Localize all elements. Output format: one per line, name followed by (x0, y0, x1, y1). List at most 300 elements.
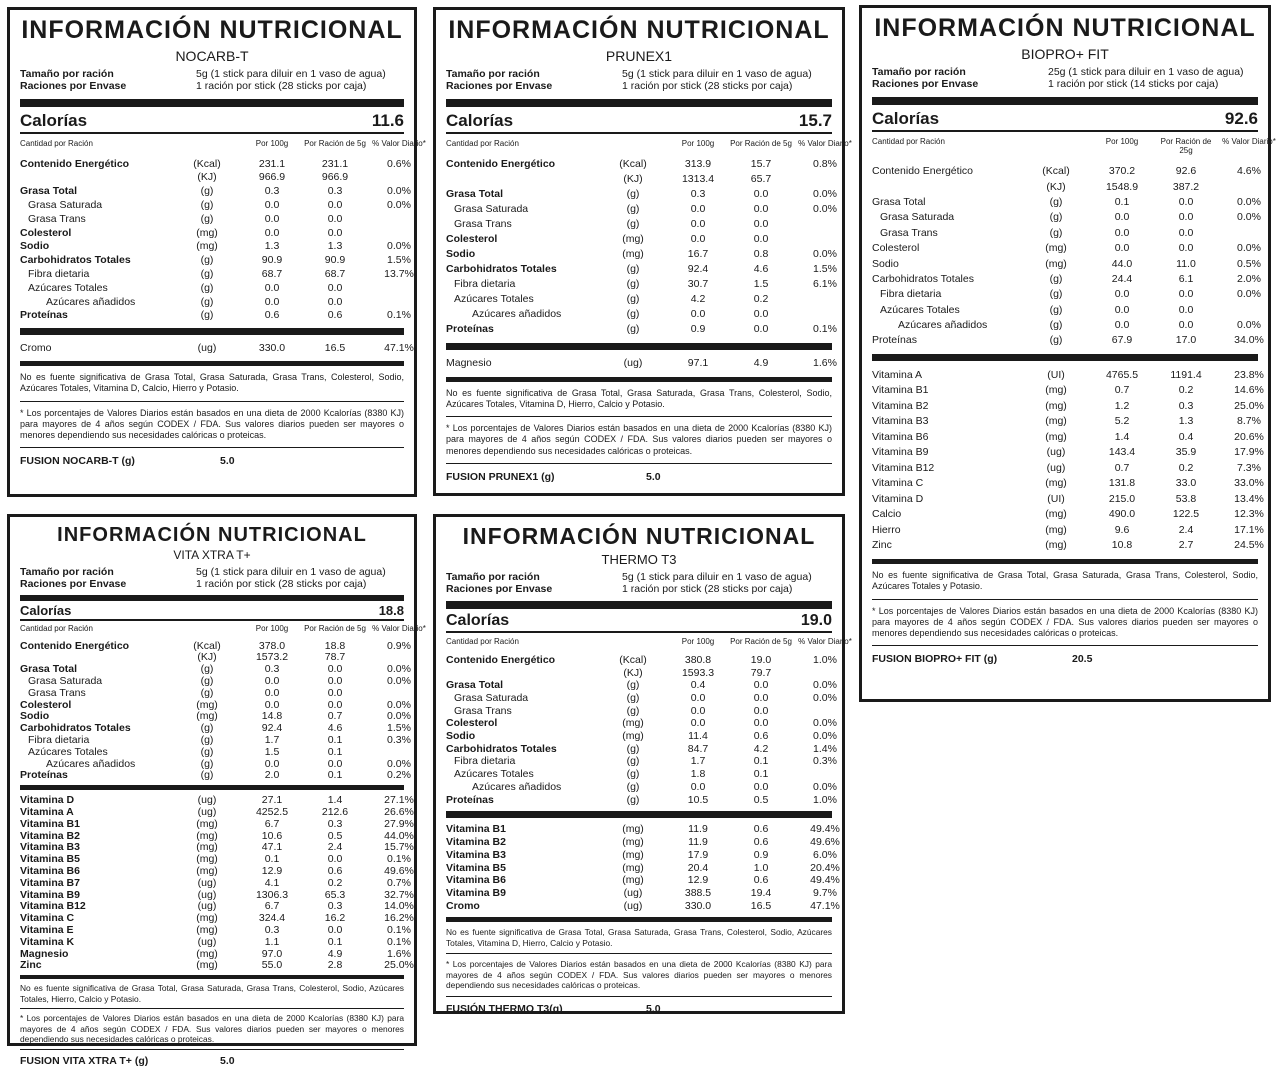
daily-value-percent: 33.0% (1234, 477, 1264, 490)
nutrient-unit: (g) (626, 323, 640, 336)
value-per-serving: 4.9 (327, 947, 343, 960)
daily-value-percent: 0.0% (813, 692, 837, 705)
value-per-100g: 10.6 (261, 829, 283, 842)
nutrient-name: Vitamina B3 (446, 848, 506, 861)
divider (20, 975, 404, 979)
nutrient-name: Fibra dietaria (880, 288, 942, 301)
value-per-100g: 0.0 (1114, 303, 1130, 316)
value-per-serving: 0.0 (1178, 242, 1194, 255)
value-per-serving: 0.0 (1178, 211, 1194, 224)
divider-thick (446, 601, 832, 609)
serving-value: 1 ración por stick (28 sticks por caja) (196, 80, 367, 93)
divider (446, 996, 832, 997)
nutrient-unit: (mg) (622, 874, 644, 887)
nutrient-name: Sodio (446, 730, 476, 743)
header-daily-value: % Valor Diario* (1222, 136, 1276, 146)
nutrient-name: Sodio (446, 248, 476, 261)
nutrient-unit: (ug) (623, 887, 643, 900)
nutrient-row (446, 836, 840, 849)
value-per-serving: 0.6 (753, 823, 769, 836)
value-per-100g: 0.1 (264, 853, 280, 866)
header-cantidad: Cantidad por Ración (20, 138, 93, 148)
nutrient-unit: (KJ) (197, 171, 217, 184)
value-per-100g: 1573.2 (255, 651, 289, 664)
nutrient-unit: (UI) (1047, 492, 1065, 505)
nutrient-name: Proteínas (872, 334, 917, 347)
value-per-100g: 4765.5 (1105, 368, 1139, 381)
nutrient-name: Colesterol (446, 233, 498, 246)
nutrient-row (20, 184, 411, 198)
divider (20, 447, 404, 448)
header-per-100g: Por 100g (255, 138, 289, 148)
value-per-100g: 10.5 (687, 793, 709, 806)
value-per-serving: 0.5 (327, 829, 343, 842)
nutrient-row (446, 292, 832, 307)
value-per-100g: 1.2 (1114, 399, 1130, 412)
nutrient-name: Grasa Total (20, 185, 77, 198)
value-per-serving: 0.6 (753, 836, 769, 849)
value-per-100g: 143.4 (1108, 446, 1136, 459)
value-per-100g: 0.9 (690, 323, 706, 336)
nutrient-row (20, 876, 411, 889)
value-per-serving: 0.0 (753, 704, 769, 717)
nutrient-name: Contenido Energético (446, 158, 556, 171)
value-per-100g: 0.0 (264, 281, 280, 294)
value-per-100g: 0.6 (264, 309, 280, 322)
nutrient-unit: (g) (1049, 226, 1063, 239)
nutrient-name: Contenido Energético (20, 157, 130, 170)
value-per-100g: 27.1 (261, 794, 283, 807)
nutrient-name: Azúcares Totales (28, 745, 108, 758)
daily-value-percent: 0.1% (813, 323, 837, 336)
value-per-100g: 0.0 (264, 674, 280, 687)
value-per-100g: 0.0 (264, 686, 280, 699)
nutrient-name: Vitamina B1 (20, 817, 80, 830)
fusion-value: 5.0 (646, 470, 661, 483)
value-per-serving: 231.1 (321, 157, 349, 170)
fusion-footer (20, 455, 404, 467)
nutrient-unit: (Kcal) (1042, 165, 1070, 178)
nutrient-row (20, 746, 404, 758)
value-per-100g: 0.3 (264, 923, 280, 936)
nutrient-row (446, 217, 832, 232)
daily-value-percent: 27.1% (384, 794, 414, 807)
nutrient-row (446, 692, 837, 705)
value-per-100g: 44.0 (1111, 257, 1133, 270)
value-per-100g: 324.4 (258, 912, 286, 925)
nutrient-unit: (g) (200, 185, 214, 198)
nutrient-unit: (mg) (1045, 523, 1067, 536)
nutrient-row (872, 507, 1264, 523)
nutrient-name: Carbohidratos Totales (872, 272, 974, 285)
header-daily-value: % Valor Diario* (798, 138, 852, 148)
value-per-serving: 0.0 (327, 281, 343, 294)
nutrient-name: Hierro (872, 523, 901, 536)
nutrient-row (872, 414, 1261, 430)
nutrient-name: Azúcares Totales (454, 293, 534, 306)
product-name: THERMO T3 (601, 552, 677, 567)
daily-value-percent: 12.3% (1234, 508, 1264, 521)
value-per-serving: 0.0 (327, 295, 343, 308)
nutrient-name: Grasa Trans (454, 704, 512, 717)
nutrient-row (446, 780, 837, 794)
nutrient-row (20, 888, 414, 901)
value-per-serving: 90.9 (324, 254, 346, 267)
fusion-label: FUSION NOCARB-T (g) (20, 455, 135, 468)
value-per-serving: 17.0 (1175, 334, 1197, 347)
fusion-footer (20, 1055, 404, 1067)
daily-value-percent: 1.5% (813, 263, 837, 276)
nutrient-row (446, 653, 837, 667)
nutrient-row (446, 172, 832, 187)
nutrient-unit: (g) (626, 768, 640, 781)
panel-heading: INFORMACIÓN NUTRICIONAL (21, 16, 403, 44)
nutrient-name: Contenido Energético (20, 639, 130, 652)
value-per-100g: 11.9 (688, 836, 708, 849)
daily-value-percent: 47.1% (810, 900, 840, 913)
value-per-serving: 0.0 (753, 717, 769, 730)
value-per-100g: 0.0 (690, 218, 706, 231)
value-per-serving: 0.0 (327, 226, 343, 239)
value-per-serving: 0.0 (327, 698, 343, 711)
nutrient-unit: (mg) (1045, 384, 1067, 397)
nutrient-row (20, 267, 414, 281)
daily-value-percent: 0.1% (387, 309, 411, 322)
column-headers (20, 621, 426, 640)
nutrient-row (872, 256, 1261, 271)
nutrient-name: Contenido Energético (446, 653, 556, 666)
value-per-serving: 0.0 (1178, 303, 1194, 316)
value-per-100g: 1313.4 (681, 173, 715, 186)
daily-value-percent: 1.5% (387, 254, 411, 267)
nutrient-unit: (mg) (1045, 415, 1067, 428)
value-per-100g: 1.8 (690, 768, 706, 781)
value-per-100g: 0.7 (1114, 384, 1130, 397)
value-per-serving: 0.0 (327, 663, 343, 676)
header-cantidad: Cantidad por Ración (872, 136, 945, 146)
value-per-100g: 20.4 (687, 861, 709, 874)
nutrient-unit: (g) (626, 780, 640, 793)
value-per-serving: 2.8 (327, 959, 343, 972)
nutrient-unit: (g) (1049, 211, 1063, 224)
daily-value-percent: 17.1% (1234, 523, 1264, 536)
value-per-100g: 12.9 (687, 874, 709, 887)
nutrient-unit: (g) (1049, 272, 1063, 285)
divider (446, 463, 832, 464)
nutrient-row (446, 157, 837, 172)
value-per-100g: 67.9 (1111, 334, 1133, 347)
daily-values-footnote: * Los porcentajes de Valores Diarios están basados en una dieta de 2000 Kcalorías (8380 KJ) para mayores de 4 años según CODEX / FDA. Sus valores diarios pueden ser mayores o menores dependiendo sus necesidades calóricas o proteicas. (446, 959, 832, 991)
value-per-serving: 0.0 (327, 198, 343, 211)
nutrient-unit: (ug) (623, 900, 643, 913)
nutrient-row (446, 187, 837, 202)
nutrient-row (20, 841, 414, 854)
value-per-100g: 0.4 (690, 679, 706, 692)
value-per-serving: 1.3 (1178, 415, 1194, 428)
nutrient-unit: (ug) (623, 357, 643, 370)
value-per-serving: 0.6 (753, 874, 769, 887)
nutrient-row (446, 861, 840, 874)
daily-value-percent: 0.7% (387, 876, 411, 889)
daily-value-percent: 4.6% (1237, 165, 1261, 178)
value-per-100g: 4252.5 (255, 805, 289, 818)
nutrient-row (20, 253, 411, 267)
value-per-serving: 19.0 (750, 653, 772, 666)
value-per-serving: 15.7 (750, 158, 772, 171)
value-per-100g: 0.0 (690, 233, 706, 246)
nutrient-name: Zinc (20, 959, 42, 972)
value-per-serving: 212.6 (321, 805, 349, 818)
nutrient-row (20, 341, 414, 355)
nutrient-row (446, 704, 832, 717)
nutrient-unit: (ug) (197, 805, 217, 818)
nutrient-name: Azúcares Totales (28, 281, 108, 294)
nutrient-name: Grasa Total (872, 195, 926, 208)
nutrient-unit: (ug) (197, 935, 217, 948)
nutrient-unit: (mg) (622, 248, 644, 261)
value-per-100g: 966.9 (258, 171, 286, 184)
divider-thick (446, 811, 832, 818)
nutrient-unit: (KJ) (623, 666, 643, 679)
value-per-serving: 68.7 (324, 267, 346, 280)
nutrient-unit: (mg) (196, 864, 218, 877)
value-per-serving: 11.0 (1176, 257, 1196, 270)
nutrient-row (20, 947, 411, 960)
header-per-100g: Por 100g (681, 636, 715, 646)
nutrient-unit: (g) (626, 742, 640, 755)
daily-value-percent: 0.0% (813, 717, 837, 730)
nutrient-row (872, 538, 1264, 554)
value-per-100g: 131.8 (1108, 477, 1136, 490)
header-cantidad: Cantidad por Ración (446, 138, 519, 148)
value-per-serving: 0.3 (1178, 399, 1194, 412)
nutrient-name: Carbohidratos Totales (446, 263, 557, 276)
nutrient-unit: (mg) (1045, 257, 1067, 270)
value-per-serving: 4.6 (753, 263, 769, 276)
nutrient-unit: (g) (200, 309, 214, 322)
value-per-serving: 0.6 (327, 309, 343, 322)
nutrient-row (446, 247, 837, 262)
daily-value-percent: 44.0% (384, 829, 414, 842)
fusion-value: 5.0 (220, 455, 235, 468)
nutrient-name: Proteínas (446, 793, 494, 806)
value-per-100g: 6.7 (264, 900, 280, 913)
nutrient-unit: (mg) (1045, 508, 1067, 521)
nutrient-unit: (mg) (622, 730, 644, 743)
fusion-label: FUSION BIOPRO+ FIT (g) (872, 653, 998, 666)
disclaimer-note: No es fuente significativa de Grasa Total, Grasa Saturada, Grasa Trans, Colesterol, Sodio, Azúcares Totales, Vitamina D, Hierro, Calcio y Potasio. (446, 927, 832, 948)
nutrient-name: Vitamina B9 (872, 446, 929, 459)
header-per-serving: Por Ración de 5g (304, 138, 366, 148)
serving-value: 1 ración por stick (28 sticks por caja) (622, 80, 793, 93)
nutrient-row (872, 333, 1264, 348)
divider-thick (20, 99, 404, 107)
nutrient-name: Fibra dietaria (454, 278, 516, 291)
nutrient-unit: (mg) (196, 947, 218, 960)
divider-thick (872, 97, 1258, 105)
daily-value-percent: 49.4% (810, 823, 840, 836)
nutrient-unit: (g) (626, 188, 640, 201)
nutrient-name: Vitamina B1 (446, 823, 506, 836)
header-per-serving: Por Ración de 25g (1160, 136, 1212, 155)
nutrient-name: Azúcares Totales (454, 768, 534, 781)
fusion-value: 5.0 (646, 1002, 661, 1015)
nutrient-unit: (g) (626, 793, 640, 806)
nutrition-panel (433, 7, 852, 496)
daily-value-percent: 1.6% (387, 947, 411, 960)
fusion-label: FUSION VITA XTRA T+ (g) (20, 1054, 149, 1067)
header-per-100g: Por 100g (255, 623, 289, 633)
value-per-serving: 0.0 (753, 679, 769, 692)
value-per-100g: 17.9 (687, 848, 709, 861)
nutrient-row (20, 157, 411, 171)
value-per-100g: 0.0 (264, 757, 280, 770)
value-per-100g: 0.0 (264, 698, 280, 711)
daily-value-percent: 0.0% (813, 188, 837, 201)
header-daily-value: % Valor Diario* (372, 138, 426, 148)
nutrient-unit: (g) (626, 308, 640, 321)
value-per-100g: 0.0 (1114, 288, 1130, 301)
nutrition-panel (433, 514, 852, 1015)
nutrient-row (20, 864, 414, 877)
value-per-100g: 0.3 (264, 185, 280, 198)
serving-label: Raciones por Envase (872, 78, 979, 91)
daily-value-percent: 27.9% (384, 817, 414, 830)
nutrient-name: Vitamina B5 (446, 861, 506, 874)
serving-info (20, 68, 404, 93)
serving-info (872, 66, 1258, 91)
daily-value-percent: 0.8% (813, 158, 837, 171)
value-per-serving: 0.0 (327, 923, 343, 936)
value-per-serving: 79.7 (750, 666, 772, 679)
nutrient-unit: (g) (200, 745, 214, 758)
daily-value-percent: 1.4% (813, 742, 837, 755)
value-per-serving: 0.1 (327, 733, 343, 746)
calories-row (872, 105, 1258, 130)
daily-value-percent: 0.0% (1237, 195, 1261, 208)
product-name: BIOPRO+ FIT (1021, 46, 1109, 62)
nutrient-unit: (g) (200, 281, 214, 294)
nutrient-unit: (g) (626, 704, 640, 717)
nutrient-unit: (mg) (196, 959, 218, 972)
nutrition-panel (859, 5, 1276, 702)
nutrient-unit: (Kcal) (619, 653, 647, 666)
nutrient-name: Vitamina B3 (20, 841, 80, 854)
value-per-serving: 65.7 (750, 173, 772, 186)
column-headers (20, 134, 426, 157)
column-headers (446, 633, 852, 654)
value-per-100g: 11.9 (688, 823, 708, 836)
value-per-100g: 0.0 (1114, 242, 1130, 255)
nutrient-unit: (mg) (622, 848, 644, 861)
fusion-label: FUSION PRUNEX1 (g) (446, 470, 555, 483)
serving-value: 25g (1 stick para diluir en 1 vaso de agua) (1048, 65, 1244, 78)
value-per-serving: 0.0 (327, 757, 343, 770)
nutrient-row (446, 768, 832, 781)
value-per-serving: 0.0 (327, 686, 343, 699)
daily-value-percent: 0.2% (387, 769, 411, 782)
nutrient-unit: (g) (200, 254, 214, 267)
daily-value-percent: 1.6% (813, 357, 837, 370)
value-per-100g: 1548.9 (1105, 180, 1139, 193)
product-name: PRUNEX1 (605, 48, 673, 64)
nutrient-name: Azúcares añadidos (898, 319, 988, 332)
nutrient-row (20, 687, 404, 699)
serving-value: 5g (1 stick para diluir en 1 vaso de agua) (196, 67, 386, 80)
value-per-100g: 0.0 (690, 308, 706, 321)
serving-info (446, 68, 832, 93)
serving-label: Tamaño por ración (872, 65, 966, 78)
nutrient-name: Vitamina B6 (20, 864, 80, 877)
nutrient-unit: (ug) (1046, 446, 1066, 459)
value-per-100g: 9.6 (1114, 523, 1130, 536)
value-per-100g: 0.0 (690, 692, 706, 705)
nutrient-name: Magnesio (20, 947, 69, 960)
divider (20, 1008, 404, 1009)
daily-value-percent: 0.0% (387, 663, 411, 676)
nutrient-row (20, 639, 411, 652)
nutrient-unit: (KJ) (1046, 180, 1066, 193)
value-per-serving: 4.9 (753, 357, 769, 370)
nutrient-row (446, 262, 837, 277)
value-per-serving: 0.0 (753, 308, 769, 321)
daily-value-percent: 0.0% (387, 674, 411, 687)
value-per-100g: 1306.3 (255, 888, 289, 901)
product-name: NOCARB-T (175, 48, 249, 64)
nutrient-unit: (mg) (1045, 399, 1067, 412)
value-per-serving: 0.3 (327, 900, 343, 913)
nutrient-row (20, 281, 404, 295)
product-name: VITA XTRA T+ (173, 548, 251, 562)
value-per-100g: 1.4 (1114, 430, 1130, 443)
nutrient-row (20, 912, 414, 925)
value-per-serving: 0.0 (753, 692, 769, 705)
daily-value-percent: 7.3% (1237, 461, 1261, 474)
daily-value-percent: 6.0% (813, 848, 837, 861)
calories-value: 19.0 (800, 611, 832, 629)
nutrient-row (446, 717, 837, 730)
nutrient-name: Calcio (872, 508, 902, 521)
nutrient-row (20, 794, 414, 807)
nutrient-name: Fibra dietaria (28, 733, 90, 746)
daily-value-percent: 0.0% (387, 240, 411, 253)
value-per-100g: 24.4 (1111, 272, 1133, 285)
nutrient-row (872, 163, 1261, 178)
calories-label: Calorías (20, 110, 88, 130)
value-per-100g: 0.0 (690, 203, 706, 216)
daily-value-percent: 0.0% (1237, 319, 1261, 332)
calories-label: Calorías (872, 108, 940, 128)
nutrient-name: Vitamina C (872, 477, 924, 490)
divider (446, 917, 832, 922)
nutrient-unit: (mg) (196, 698, 218, 711)
nutrient-unit: (g) (200, 198, 214, 211)
nutrient-unit: (g) (626, 218, 640, 231)
daily-value-percent: 1.5% (387, 722, 411, 735)
nutrient-name: Grasa Saturada (454, 692, 529, 705)
nutrient-name: Vitamina A (872, 368, 923, 381)
daily-value-percent: 0.1% (387, 923, 411, 936)
nutrient-unit: (g) (626, 263, 640, 276)
nutrient-row (872, 194, 1261, 209)
nutrient-unit: (mg) (1045, 242, 1067, 255)
daily-value-percent: 47.1% (384, 342, 414, 355)
nutrient-unit: (mg) (1045, 430, 1067, 443)
nutrient-row (20, 212, 404, 226)
daily-value-percent: 49.6% (810, 836, 840, 849)
divider-thick (20, 785, 404, 790)
nutrient-unit: (g) (1049, 334, 1063, 347)
